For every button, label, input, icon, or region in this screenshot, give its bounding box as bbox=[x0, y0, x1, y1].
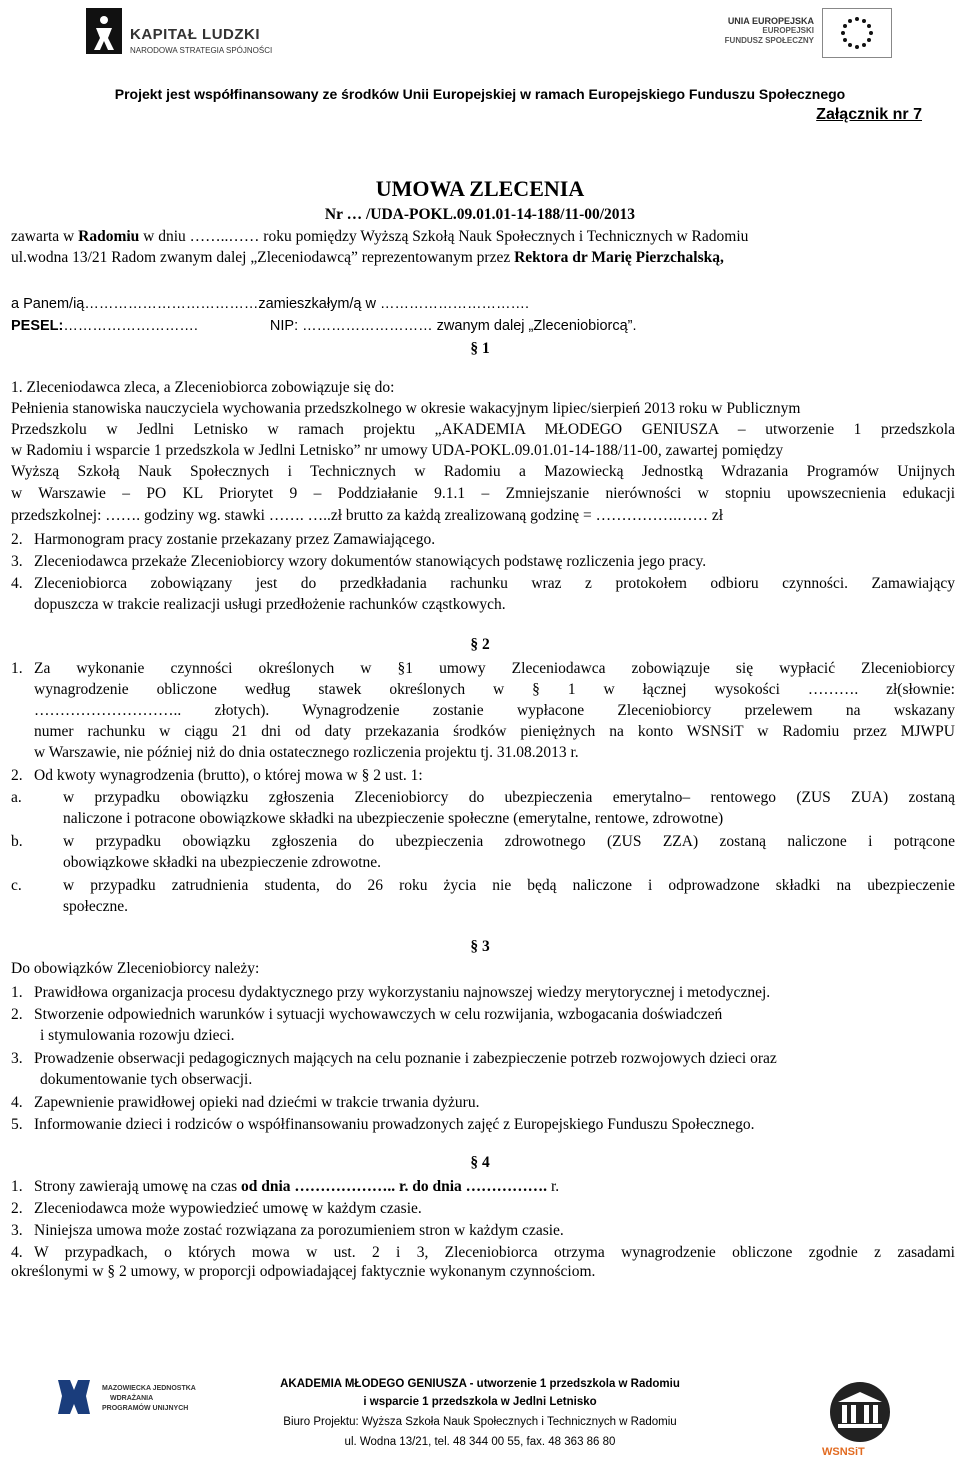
projekt-header: Projekt jest współfinansowany ze środków Unii Europejskiej w ramach Europejskiego Funduszu Społecznego bbox=[114, 86, 846, 102]
s1-item-2: 2. Harmonogram pracy zostanie przekazany przez Zamawiającego. bbox=[11, 531, 436, 548]
kapital-ludzki-title: KAPITAŁ LUDZKI bbox=[130, 26, 261, 43]
s2-item-2: 2. Od kwoty wynagrodzenia (brutto), o której mowa w § 2 ust. 1: bbox=[11, 767, 423, 784]
s2-item-2c: c. w przypadku zatrudnienia studenta, do 26 roku życia nie będą naliczone i odprowadzone składki na ubezpieczenie społeczne. bbox=[11, 877, 955, 915]
footer-line-2: i wsparcie 1 przedszkola w Jedlni Letnisko bbox=[363, 1396, 597, 1408]
s1-line-7: przedszkolnej: ……. godziny wg. stawki ……. …..zł brutto za każdą zrealizowaną godzinę = …………….…… zł bbox=[11, 507, 724, 524]
paragraph-1-heading: § 1 bbox=[470, 340, 490, 357]
footer-line-3: Biuro Projektu: Wyższa Szkoła Nauk Społecznych i Technicznych w Radomiu bbox=[283, 1416, 677, 1428]
s4-item-3: 3. Niniejsza umowa może zostać rozwiązana za porozumieniem stron w każdym czasie. bbox=[11, 1222, 564, 1239]
s1-line-1: 1. Zleceniodawca zleca, a Zleceniobiorca zobowiązuje się do: bbox=[11, 379, 395, 396]
s3-item-2: 2. Stworzenie odpowiednich warunków i sytuacji wychowawczych w celu rozwijania, wzbogacania doświadczeń i stymulowania rozowju dzieci. bbox=[11, 1006, 723, 1044]
s2-item-2a: a. w przypadku obowiązku zgłoszenia Zleceniobiorcy do ubezpieczenia emerytalno– rentowego (ZUS ZUA) zostaną naliczone i potracone obowiązkowe składki na ubezpieczenie społeczne (emerytalne, rentowe, zdrowotne) bbox=[11, 789, 955, 827]
s3-intro: Do obowiązków Zleceniobiorcy należy: bbox=[11, 960, 260, 977]
footer-line-1: AKADEMIA MŁODEGO GENIUSZA - utworzenie 1 przedszkola w Radomiu bbox=[280, 1378, 680, 1390]
zalacznik-label: Załącznik nr 7 bbox=[816, 106, 922, 123]
footer-line-4: ul. Wodna 13/21, tel. 48 344 00 55, fax. 48 363 86 80 bbox=[344, 1436, 616, 1448]
kapital-ludzki-flag-icon bbox=[86, 8, 122, 54]
s4-item-4: 4. W przypadkach, o których mowa w ust. 2 i 3, Zleceniobiorca otrzyma wynagrodzenie obliczone zgodnie z zasadami bbox=[11, 1244, 955, 1261]
s1-line-2: Pełnienia stanowiska nauczyciela wychowania przedszkolnego w okresie wakacyjnym lipiec/sierpień 2013 roku w Publicznym bbox=[11, 400, 801, 417]
ue-line3: FUNDUSZ SPOŁECZNY bbox=[724, 36, 814, 45]
s2-item-2b: b. w przypadku obowiązku zgłoszenia do ubezpieczenia zdrowotnego (ZUS ZZA) zostaną naliczone i potrącone obowiązkowe składki na ubezpieczenie zdrowotne. bbox=[11, 833, 955, 871]
s1-line-3: Przedszkolu w Jedlni Letnisko w ramach projektu „AKADEMIA MŁODEGO GENIUSZA – utworzenie 1 przedszkola bbox=[11, 421, 955, 438]
document-title: UMOWA ZLECENIA bbox=[375, 176, 585, 201]
s4-item-4-cont: określonymi w § 2 umowy, w proporcji odpowiadającej faktycznie wykonanym czynnościom. bbox=[11, 1263, 596, 1280]
s2-item-1: 1. Za wykonanie czynności określonych w §1 umowy Zleceniodawca zobowiązuje się wypłacić Zleceniobiorcy wynagrodzenie obliczone według stawek określonych w § 1 w łącznej wysokości ………. zł(słownie: ……………………….. złotych). Wynagrodzenie zostanie wypłacone Zleceniobiorcy przelewem na wskazany numer rachunku w ciągu 21 dni od daty przekazania środków pieniężnych na konto WSNSiT w Radomiu przez MJWPU w Warszawie, nie później niż do dnia ostatecznego rozliczenia projektu tj. 31.08.2013 r. bbox=[11, 660, 955, 761]
s3-item-3: 3. Prowadzenie obserwacji pedagogicznych mających na celu poznanie i zabezpieczenie potrzeb rozwojowych dzieci oraz dokumentowanie tych obserwacji. bbox=[11, 1050, 777, 1088]
s4-item-1: 1. Strony zawierają umowę na czas od dnia ……………….. r. do dnia ……………. r. bbox=[11, 1178, 560, 1195]
s3-item-5: 5. Informowanie dzieci i rodziców o współfinansowaniu prowadzonych zajęć z Europejskiego Funduszu Społecznego. bbox=[11, 1116, 755, 1133]
kapital-ludzki-subtitle: NARODOWA STRATEGIA SPÓJNOŚCI bbox=[130, 46, 273, 55]
eu-flag-icon bbox=[822, 8, 892, 58]
intro-line-3: a Panem/ią………………………………zamieszkałym/ą w …………………………. bbox=[11, 296, 530, 312]
s3-item-4: 4. Zapewnienie prawidłowej opieki nad dziećmi w trakcie trwania dyżuru. bbox=[11, 1094, 480, 1111]
paragraph-2-heading: § 2 bbox=[470, 636, 490, 653]
s3-item-1: 1. Prawidłowa organizacja procesu dydaktycznego przy wykorzystaniu najnowszej wiedzy merytorycznej i metodycznej. bbox=[11, 984, 771, 1001]
s1-line-6: w Warszawie – PO KL Priorytet 9 – Poddziałanie 9.1.1 – Zmniejszanie nierówności w stopniu upowszecnienia edukacji bbox=[11, 485, 955, 502]
s1-item-4: 4. Zleceniobiorca zobowiązany jest do przedkładania rachunku wraz z protokołem odbioru czynności. Zamawiający dopuszcza w trakcie realizacji usługi przedłożenie rachunków cząstkowych. bbox=[11, 575, 955, 613]
intro-line-4: PESEL:………………………. NIP: ……………………… zwanym dalej „Zleceniobiorcą”. bbox=[11, 318, 637, 334]
intro-line-1: zawarta w Radomiu w dniu ……..…… roku pomiędzy Wyższą Szkołą Nauk Społecznych i Technicznych w Radomiu bbox=[11, 228, 749, 245]
s1-line-5: Wyższą Szkołą Nauk Społecznych i Technicznych w Radomiu a Mazowiecką Jednostką Wdrazania Programów Unijnych bbox=[11, 463, 955, 480]
ue-text bbox=[725, 16, 814, 46]
svg-text:PROGRAMÓW UNIJNYCH: PROGRAMÓW UNIJNYCH bbox=[102, 1405, 189, 1412]
paragraph-4-heading: § 4 bbox=[470, 1154, 490, 1171]
ue-line1: UNIA EUROPEJSKA bbox=[727, 16, 814, 26]
s4-item-2: 2. Zleceniodawca może wypowiedzieć umowę w każdym czasie. bbox=[11, 1200, 422, 1217]
unia-europejska-logo bbox=[712, 8, 892, 68]
paragraph-3-heading: § 3 bbox=[470, 938, 490, 955]
svg-text:WDRAŻANIA: WDRAŻANIA bbox=[110, 1395, 154, 1402]
intro-line-2: ul.wodna 13/21 Radom zwanym dalej „Zleceniodawcą” reprezentowanym przez Rektora dr Marię Pierzchalską, bbox=[11, 249, 724, 266]
s1-item-3: 3. Zleceniodawca przekaże Zleceniobiorcy wzory dokumentów stanowiących podstawę rozliczenia jego pracy. bbox=[11, 553, 707, 570]
ue-line2: EUROPEJSKI bbox=[762, 26, 814, 35]
document-number: Nr … /UDA-POKL.09.01.01-14-188/11-00/2013 bbox=[324, 206, 636, 223]
svg-text:MAZOWIECKA JEDNOSTKA: MAZOWIECKA JEDNOSTKA bbox=[102, 1385, 196, 1392]
wsnsit-label: WSNSiT bbox=[822, 1446, 865, 1458]
kapital-ludzki-logo bbox=[86, 8, 276, 68]
s1-line-4: w Radomiu i wsparcie 1 przedszkola w Jedlni Letnisko” nr umowy UDA-POKL.09.01.01-14-188/11-00, zawartej pomiędzy bbox=[11, 442, 784, 459]
